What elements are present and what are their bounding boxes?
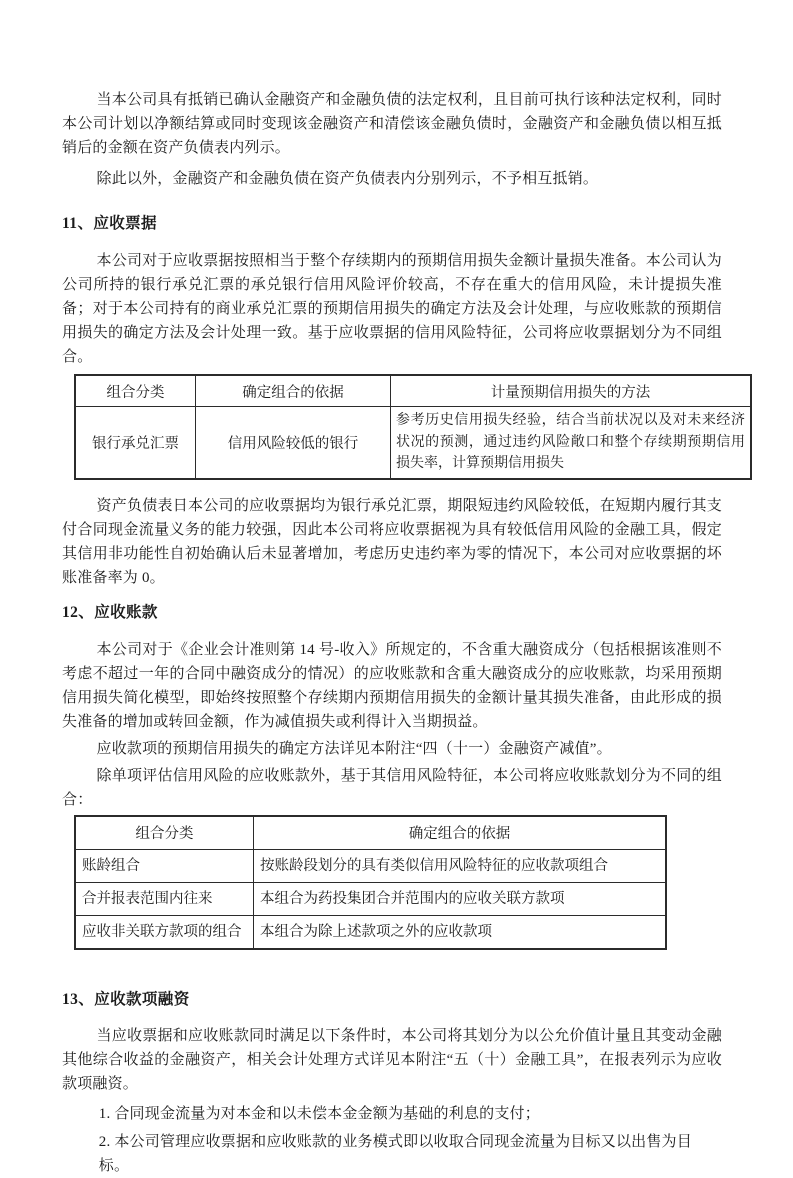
table-cell-ecl-method: 参考历史信用损失经验，结合当前状况以及对未来经济状况的预测，通过违约风险敞口和整个存续期预期信用损失率，计算预期信用损失 [391, 407, 752, 479]
section-13-condition-2: 2. 本公司管理应收票据和应收账款的业务模式即以收取合同现金流量为目标又以出售为目标。 [98, 1133, 692, 1174]
table-row [75, 849, 666, 882]
section-13-paragraph-1: 当应收票据和应收账款同时满足以下条件时，本公司将其划分为以公允价值计量且其变动金融其他综合收益的金融资产，相关会计处理方式详见本附注“五（十）金融工具”，在报表列示为应收款项融资。 [62, 1027, 722, 1092]
accounts-receivable-portfolio-table [74, 815, 667, 950]
table-header-portfolio-basis: 确定组合的依据 [254, 816, 667, 850]
section-12-paragraph-3: 除单项评估信用风险的应收账款外，基于其信用风险特征，本公司将应收账款划分为不同的组合： [62, 767, 722, 808]
table-cell-portfolio-class: 账龄组合 [75, 849, 254, 882]
table-body [75, 407, 751, 479]
table-cell-portfolio-class: 银行承兑汇票 [75, 407, 196, 479]
document-content [62, 88, 745, 1178]
table-head [75, 816, 666, 850]
table-body [75, 849, 666, 949]
section-13-heading: 13、应收款项融资 [62, 990, 190, 1008]
section-12-paragraph-1: 本公司对于《企业会计准则第 14 号-收入》所规定的，不含重大融资成分（包括根据该准则不考虑不超过一年的合同中融资成分的情况）的应收账款和含重大融资成分的应收账款，均采用预期信用损失简化模型，即始终按照整个存续期内预期信用损失的金额计量其损失准备，由此形成的损失准备的增加或转回金额，作为减值损失或利得计入当期损益。 [62, 641, 722, 730]
table-cell-portfolio-basis: 本组合为除上述款项之外的应收款项 [254, 915, 667, 949]
section-11-paragraph-2: 资产负债表日本公司的应收票据均为银行承兑汇票，期限短违约风险较低，在短期内履行其支付合同现金流量义务的能力较强，因此本公司将应收票据视为具有较低信用风险的金融工具，假定其信用非功能性自初始确认后未显著增加，考虑历史违约率为零的情况下，本公司对应收票据的坏账准备率为 0。 [62, 497, 722, 586]
table-header-portfolio-basis: 确定组合的依据 [196, 375, 391, 407]
table-cell-portfolio-basis: 信用风险较低的银行 [196, 407, 391, 479]
offsetting-paragraph-1: 当本公司具有抵销已确认金融资产和金融负债的法定权利，且目前可执行该种法定权利，同时本公司计划以净额结算或同时变现该金融资产和清偿该金融负债时，金融资产和金融负债以相互抵销后的金额在资产负债表内列示。 [62, 92, 722, 156]
table-row [75, 915, 666, 949]
table-head [75, 375, 751, 407]
section-11-heading: 11、应收票据 [62, 215, 157, 232]
notes-receivable-portfolio-table [74, 374, 752, 480]
table-cell-portfolio-basis: 本组合为药投集团合并范围内的应收关联方款项 [254, 882, 667, 915]
table-header-portfolio-class: 组合分类 [75, 375, 196, 407]
table-cell-portfolio-basis: 按账龄段划分的具有类似信用风险特征的应收款项组合 [254, 849, 667, 882]
section-12-paragraph-2: 应收款项的预期信用损失的确定方法详见本附注“四（十一）金融资产减值”。 [96, 740, 612, 757]
section-13-condition-1: 1. 合同现金流量为对本金和以未偿本金金额为基础的利息的支付； [98, 1105, 540, 1122]
table-header-portfolio-class: 组合分类 [75, 816, 254, 850]
table-header-row [75, 816, 666, 850]
section-12-heading: 12、应收账款 [62, 603, 158, 621]
section-11-paragraph-1: 本公司对于应收票据按照相当于整个存续期内的预期信用损失金额计量损失准备。本公司认为公司所持的银行承兑汇票的承兑银行信用风险评价较高，不存在重大的信用风险，未计提损失准备；对于本公司持有的商业承兑汇票的预期信用损失的确定方法及会计处理，与应收账款的预期信用损失的确定方法及会计处理一致。基于应收票据的信用风险特征，公司将应收票据划分为不同组合。 [62, 253, 722, 365]
table-row [75, 882, 666, 915]
table-cell-portfolio-class: 合并报表范围内往来 [75, 882, 254, 915]
table-header-ecl-method: 计量预期信用损失的方法 [391, 375, 752, 407]
offsetting-paragraph-2: 除此以外，金融资产和金融负债在资产负债表内分别列示，不予相互抵销。 [96, 171, 599, 187]
table-row [75, 407, 751, 479]
table-cell-portfolio-class: 应收非关联方款项的组合 [75, 915, 254, 949]
table-header-row [75, 375, 751, 407]
